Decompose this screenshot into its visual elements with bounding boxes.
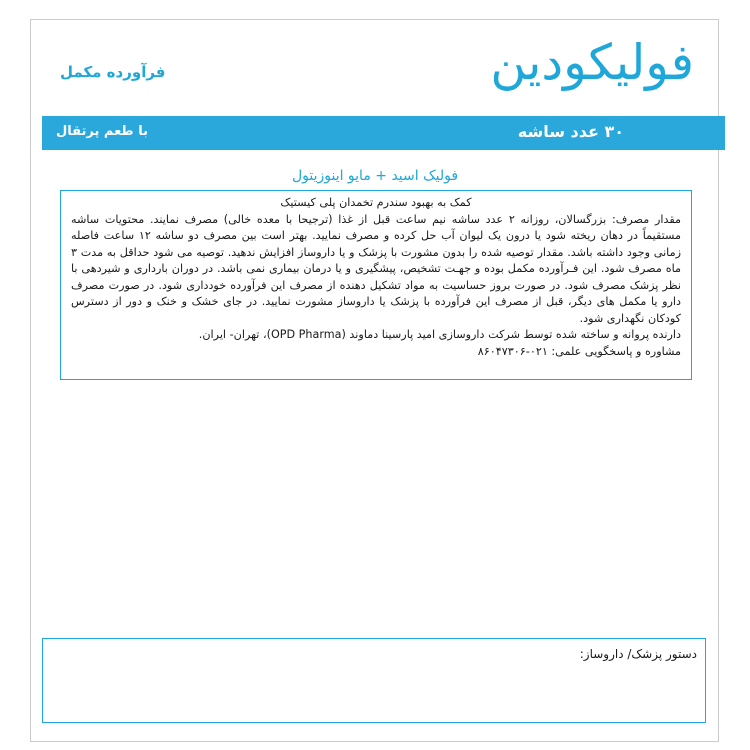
flavor-label: با طعم پرتقال <box>56 124 148 139</box>
supplement-label: فرآورده مکمل <box>60 63 166 81</box>
ingredients-line: فولیک اسید + مایو اینوزیتول <box>291 168 459 184</box>
consultation-text: مشاوره و پاسخگویی علمی: ۰۲۱-۸۶۰۴۷۳۰۶ <box>477 344 681 358</box>
info-box <box>60 190 692 380</box>
prescription-box <box>42 638 706 723</box>
dosage-text: مقدار مصرف: بزرگسالان، روزانه ۲ عدد ساشه نیم ساعت قبل از غذا (ترجیحا با معده خالی) مصرف نمایند. محتویات ساشه مستقیماً در دهان ریخته شود یا درون یک لیوان آب حل کرده و مصرف نمایید. بهتر است بین مصرف دو ساشه ۱۲ ساعت فاصله زمانی وجود داشته باشد. مقدار توصیه شده را بدون مشورت با پزشک و یا داروساز افزایش ندهید. توصیه می شود حداقل به مدت ۳ ماه مصرف شود. این فـرآورده مکمل بوده و جهـت تشخیص، پیشگیری و یا درمان بیماری نمی باشد. در دوران بارداری و شیردهی با نظر پزشک مصرف شود. در صورت بروز حساسیت به مواد تشکیل دهنده از مصرف این فرآورده خودداری شود. در صورت مصرف دارو یا مکمل های دیگر، قبل از مصرف این فرآورده با پزشک یا داروساز مشورت نمایید. در جای خشک و خنک و دور از دسترس کودکان نگهداری شود. <box>71 212 681 325</box>
indication-text: کمک به بهبود سندرم تخمدان پلی کیستیک <box>280 196 472 209</box>
manufacturer-text: دارنده پروانه و ساخته شده توسط شرکت داروسازی امید پارسینا دماوند (OPD Pharma)، تهران- ایران. <box>198 328 681 341</box>
count-banner <box>42 116 725 150</box>
sachet-count: ۳۰ عدد ساشه <box>517 122 624 141</box>
product-name: فولیکودین <box>490 34 694 91</box>
prescription-label: دستور پزشک/ داروساز: <box>579 647 697 661</box>
